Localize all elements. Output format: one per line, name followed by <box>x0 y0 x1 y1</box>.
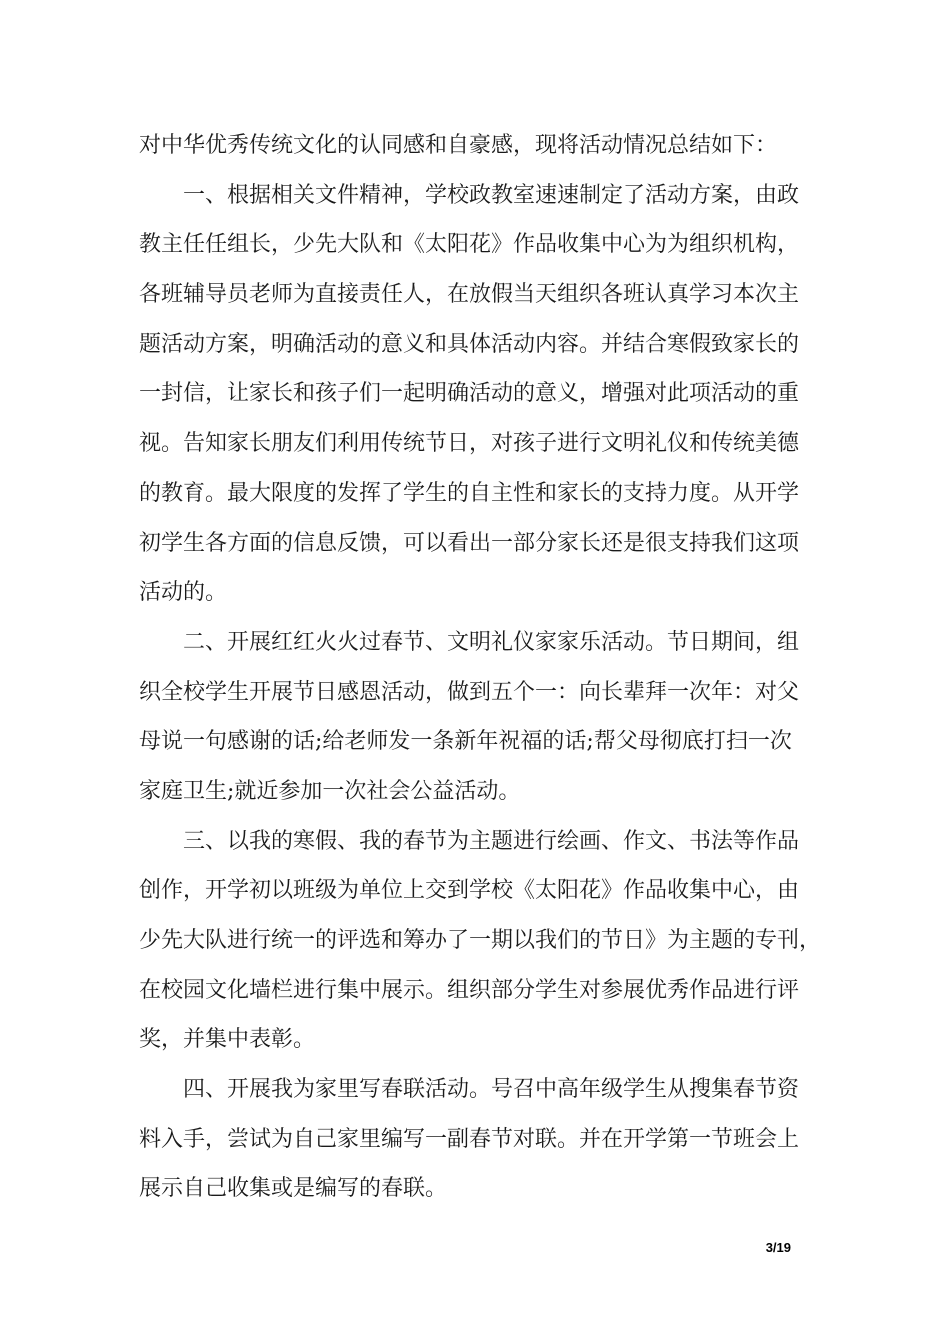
document-body <box>139 121 822 1214</box>
text-line: 初学生各方面的信息反馈，可以看出一部分家长还是很支持我们这项 <box>139 530 800 556</box>
page-number: 3/19 <box>765 1240 791 1255</box>
text-line: 展示自己收集或是编写的春联。 <box>139 1176 448 1202</box>
text-line: 一封信，让家长和孩子们一起明确活动的意义，增强对此项活动的重 <box>139 381 800 407</box>
text-line: 的教育。最大限度的发挥了学生的自主性和家长的支持力度。从开学 <box>139 480 800 506</box>
text-line: 在校园文化墙栏进行集中展示。组织部分学生对参展优秀作品进行评 <box>139 977 800 1003</box>
text-line: 活动的。 <box>139 580 228 606</box>
text-line: 织全校学生开展节日感恩活动，做到五个一：向长辈拜一次年：对父 <box>139 679 800 705</box>
text-line: 母说一句感谢的话;给老师发一条新年祝福的话;帮父母彻底打扫一次 <box>139 729 792 755</box>
text-line: 各班辅导员老师为直接责任人，在放假当天组织各班认真学习本次主 <box>139 282 800 308</box>
text-line: 料入手，尝试为自己家里编写一副春节对联。并在开学第一节班会上 <box>139 1126 800 1152</box>
text-line: 视。告知家长朋友们利用传统节日，对孩子进行文明礼仪和传统美德 <box>139 431 800 457</box>
text-line: 三、以我的寒假、我的春节为主题进行绘画、作文、书法等作品 <box>139 828 800 854</box>
text-line: 题活动方案，明确活动的意义和具体活动内容。并结合寒假致家长的 <box>139 331 800 357</box>
text-line: 少先大队进行统一的评选和筹办了一期以我们的节日》为主题的专刊， <box>139 928 822 953</box>
text-line: 二、开展红红火火过春节、文明礼仪家家乐活动。节日期间，组 <box>139 629 800 655</box>
text-line: 一、根据相关文件精神，学校政教室速速制定了活动方案，由政 <box>139 182 800 208</box>
text-line: 家庭卫生;就近参加一次社会公益活动。 <box>139 778 521 804</box>
text-line: 对中华优秀传统文化的认同感和自豪感，现将活动情况总结如下： <box>139 133 778 158</box>
text-line: 奖，并集中表彰。 <box>139 1027 316 1053</box>
text-line: 创作，开学初以班级为单位上交到学校《太阳花》作品收集中心，由 <box>139 878 800 904</box>
text-line: 四、开展我为家里写春联活动。号召中高年级学生从搜集春节资 <box>139 1077 800 1103</box>
text-line: 教主任任组长，少先大队和《太阳花》作品收集中心为为组织机构， <box>139 232 800 258</box>
